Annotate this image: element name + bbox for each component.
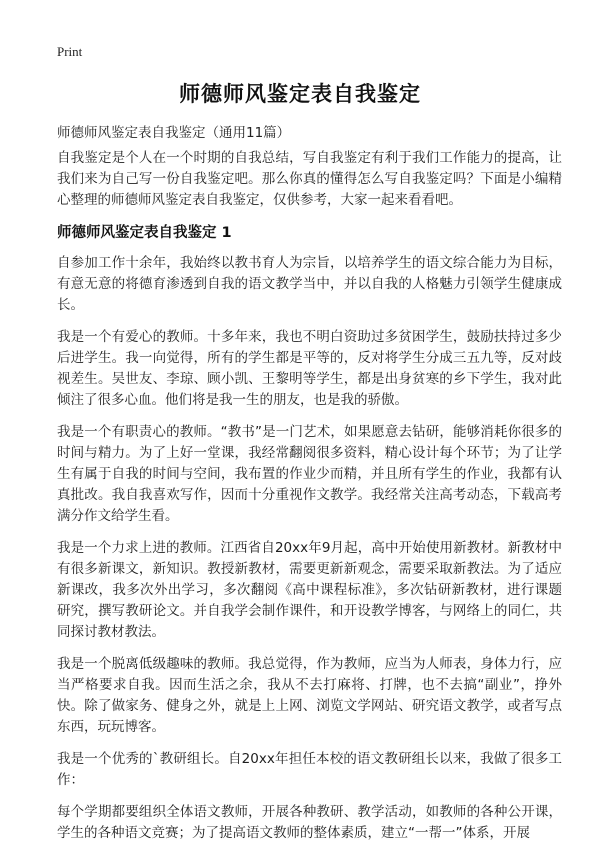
document-body <box>57 148 562 855</box>
section-heading: 师德师风鉴定表自我鉴定 1 <box>57 225 232 241</box>
print-label: Print <box>57 44 83 59</box>
body-paragraph: 我是一个优秀的`教研组长。自20xx年担任本校的语文教研组长以来，我做了很多工作： <box>57 751 562 788</box>
body-paragraph: 我是一个有职责心的教师。“教书”是一门艺术，如果愿意去钻研，能够消耗你很多的时间与精力。为了上好一堂课，我经常翻阅很多资料，精心设计每个环节；为了让学生有属于自我的时间与空间，我布置的作业少而精，并且所有学生的作业，我都有认真批改。我自我喜欢写作，因而十分重视作文教学。我经常关注高考动态，下载高考满分作文给学生看。 <box>57 424 562 524</box>
body-paragraph: 我是一个脱离低级趣味的教师。我总觉得，作为教师，应当为人师表，身体力行，应当严格要求自我。因而生活之余，我从不去打麻将、打牌，也不去搞“副业”，挣外快。除了做家务、健身之外，就是上上网、浏览文学网站、研究语文教学，或者写点东西，玩玩博客。 <box>57 656 562 735</box>
page-title: 师德师风鉴定表自我鉴定 <box>179 82 421 106</box>
document-subtitle: 师德师风鉴定表自我鉴定（通用11篇） <box>57 125 291 141</box>
intro-paragraph: 自我鉴定是个人在一个时期的自我总结，写自我鉴定有利于我们工作能力的提高，让我们来为自己写一份自我鉴定吧。那么你真的懂得怎么写自我鉴定吗？下面是小编精心整理的师德师风鉴定表自我鉴定，仅供参考，大家一起来看看吧。 <box>57 150 562 208</box>
body-paragraph: 我是一个力求上进的教师。江西省自20xx年9月起，高中开始使用新教材。新教材中有很多新课文，新知识。教授新教材，需要更新新观念，需要采取新教法。为了适应新课改，我多次外出学习，多次翻阅《高中课程标准》，多次钻研新教材，进行课题研究，撰写教研论文。并自我学会制作课件，和开设教学博客，与网络上的同仁，共同探讨教材教法。 <box>57 540 562 640</box>
body-paragraph: 每个学期都要组织全体语文教师，开展各种教研、教学活动，如教师的各种公开课，学生的各种语文竞赛；为了提高语文教师的整体素质，建立“一帮一”体系，开展 <box>57 804 562 841</box>
body-paragraph: 我是一个有爱心的教师。十多年来，我也不明白资助过多贫困学生，鼓励扶持过多少后进学生。我一向觉得，所有的学生都是平等的，反对将学生分成三五九等，反对歧视差生。吴世友、李琼、顾小凯、王黎明等学生，都是出身贫寒的乡下学生，我对此倾注了很多心血。他们将是我一生的朋友，也是我的骄傲。 <box>57 329 562 408</box>
body-paragraph: 自参加工作十余年，我始终以教书育人为宗旨，以培养学生的语文综合能力为目标，有意无意的将德育渗透到自我的语文教学当中，并以自我的人格魅力引领学生健康成长。 <box>57 255 562 313</box>
